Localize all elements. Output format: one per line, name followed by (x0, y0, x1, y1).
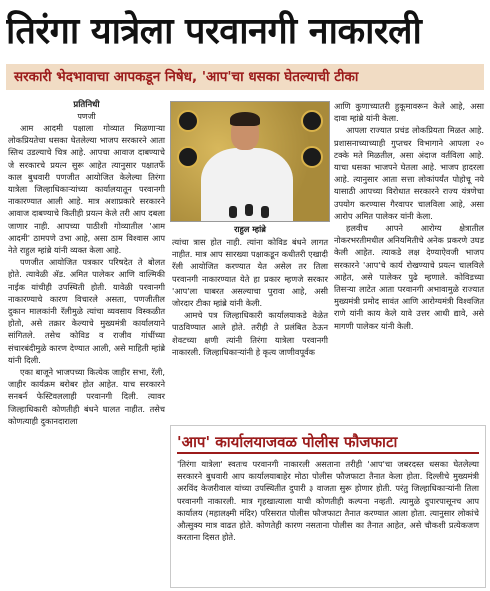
paragraph: पणजीत आयोजित पत्रकार परिषदेत ते बोलत होते. त्यावेळी ॲड. अमित पालेकर आणि वाल्मिकी नाईक यांचीही उपस्थिती होती. यावेळी परवानगी नाकारण्याचे कारण विचारले असता, पणजीतील दुकान मालकांनी रॅलीमुळे त्यांचा व्यवसाय विस्कळीत होतो, असे तक्रार केल्याचे मुख्यमंत्री कार्यालयाने सांगितले. तसेच कोविड व राजीव गांधींच्या संचारबंदीमुळे कारण देण्यात आली, असे माहिती म्हांब्रे यांनी दिली. (8, 257, 165, 365)
headline: तिरंगा यात्रेला परवानगी नाकारली (6, 11, 422, 52)
party-logo-icon (301, 110, 323, 132)
article-column-2 (172, 236, 328, 416)
article-column-1 (8, 100, 165, 588)
photo-caption: राहुल म्हांब्रे (234, 224, 266, 234)
box-title: 'आप' कार्यालयाजवळ पोलीस फौजफाटा (177, 432, 479, 454)
party-logo-icon (177, 146, 199, 168)
microphone-icon (245, 204, 253, 216)
box-body: 'तिरंगा यात्रेला' स्वतःच परवानगी नाकारली असताना तरीही 'आप'चा जबरदस्त धसका घेतलेल्या सरकारने बुधवारी आप कार्यालयाबाहेर मोठा पोलीस फौजफाटा तैनात केला होता. दिल्लीचे मुख्यमंत्री अरविंद केजरीवाल यांच्या उपस्थितीत दुपारी ३ वाजता सुरू होणार होती. परंतु जिल्हाधिकाऱ्यांनी तिला परवानगी नाकारली. मात्र गृहखात्याला याची कोणतीही कल्पना नव्हती. त्यामुळे दुपारपासूनच आप कार्यालय (महालक्ष्मी मंदिर) परिसरात पोलीस फौजफाटा तैनात करण्यात आला होता. त्यानुसार लोकांचे औत्सुक्य मात्र वाढत होते. कोणतेही कारण नसताना पोलीस का तैनात आहेत, असे चौकशी प्रत्येकजण करताना दिसत होते. (177, 459, 479, 543)
paragraph: आणि कुणाच्यातरी हुकूमावरून केले आहे, असा दावा म्हांब्रे यांनी केला. (334, 101, 484, 124)
microphone-icon (261, 206, 269, 218)
byline: प्रतिनिधी (73, 100, 100, 110)
article-column-3 (334, 100, 484, 418)
paragraph: हलवीच आपने आरोग्य क्षेत्रातील नोकरभरतीमधील अनियमितीचे अनेक प्रकरणे उघड केली आहेत. त्याकडे लक्ष देण्याऐवजी भाजप सरकारने 'आप'चे कार्य रोखण्याचे प्रयत्न चालविले आहेत, असे पालेकर पुढे म्हणाले. कोविडच्या तिसऱ्या लाटेत आता परवानगी अभावामुळे राज्यात मुख्यमंत्री प्रमोद सावंत आणि आरोग्यमंत्री विश्वजित राणे यांनी काय केले यावे उत्तर आधी द्यावे, असे मागणी पालेकर यांनी केली. (334, 223, 484, 331)
sidebar-box (170, 425, 486, 588)
party-logo-icon (301, 146, 323, 168)
paragraph: त्यांचा त्रास होत नाही. त्यांना कोविड बंधने लागत नाहीत. मात्र आप सारख्या पक्षाकडून कधीतरी एखादी रॅली आयोजित करण्यात येत असेल तर तिला परवानगी नाकारण्यात येते हा प्रकार म्हणजे सरकार 'आप'ला घाबरत असल्याचा पुरावा आहे, असी जोरदार टीका म्हांब्रे यांनी केली. (172, 237, 328, 309)
microphone-icon (229, 206, 237, 218)
paragraph: आपला राज्यात प्रचंड लोकप्रियता मिळत आहे. प्रशासनाच्याच्याही गुप्तचर विभागाने आपला २० टक्के मते मिळतील, असा अंदाज वर्तविला आहे. याचा धसका भाजपने घेतला आहे. भाजप हादरला आहे. त्यानुसार आता सत्ता लोकांपर्यंत पोहोचू नये यासाठी आपच्या विरोधात सरकारने राज्य यंत्रणेचा उपयोग करण्यास गैरवापर चालविला आहे, असा आरोप अमित पालेकर यांनी केला. (334, 125, 484, 221)
article-photo (170, 101, 330, 222)
paragraph: आमचे पत्र जिल्हाधिकारी कार्यालयाकडे वेळेत पाठविण्यात आले होते. तरीही ते प्रलंबित ठेऊन शेवटच्या क्षणी त्यांनी तिरंगा यात्रेला परवानगी नाकारली. जिल्हाधिकाऱ्यांनी हे कृत्य जाणीवपूर्वक (172, 310, 328, 357)
paragraph: आम आदमी पक्षाला गोव्यात मिळणाऱ्या लोकप्रियतेचा धसका घेतलेल्या भाजप सरकारने आता स्तिथ उडल्याचे चित्र आहे. आपचा आवाज दाबण्याचे जे सरकारचे प्रयत्न सुरू आहेत त्यानुसार पक्षातर्फे काल बुधवारी पणजीत आयोजित केलेल्या तिरंगा यात्रेला जिल्हाधिकाऱ्यांच्या कार्यालयातून परवानगी नाकारण्यात आली आहे. मात्र अशाप्रकारे सरकारने आवाज दाबण्याचे कितीही प्रयत्न केले तरी आप दबला जाणार नाही. आपच्या पाठीशी गोव्यातील 'आम आदमी' ठामपणे उभा आहे, असा ठाम विश्वास आप नेते राहुल म्हांब्रे यांनी व्यक्त केला आहे. (8, 123, 165, 256)
person-hair (230, 112, 260, 126)
paragraph: एका बाजूने भाजपच्या कित्येक जाहीर सभा, रॅली, जाहीर कार्यक्रम बरोबर होत आहेत. याच सरकारने सनबर्न फेस्टिवललाही परवानगी दिली. त्यावर जिल्हाधिकारी कोणतीही बंधने घालत नाहीत. तसेच कोणत्याही दुकानदाराला (8, 367, 165, 426)
party-logo-icon (177, 110, 199, 132)
dateline-location: पणजी (77, 112, 96, 121)
subheadline: सरकारी भेदभावाचा आपकडून निषेध, 'आप'चा धसका घेतल्याची टीका (6, 64, 484, 90)
